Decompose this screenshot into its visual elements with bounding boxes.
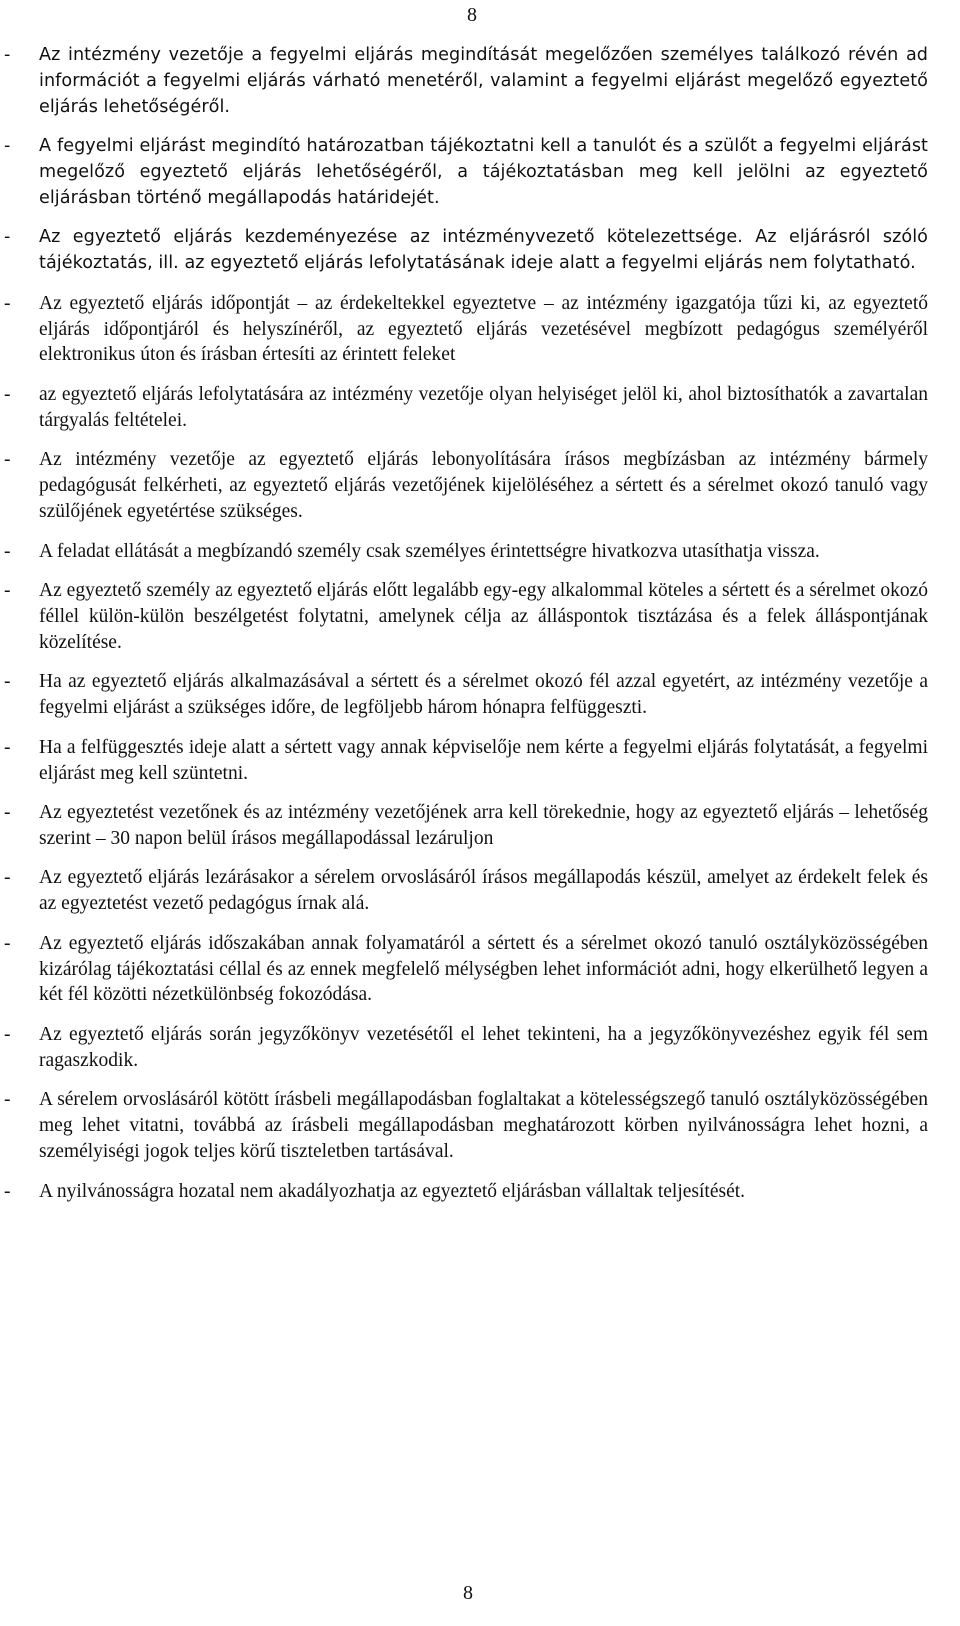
- list-item: [0, 447, 960, 524]
- dash-bullet: -: [4, 932, 11, 954]
- list-item-text: A fegyelmi eljárást megindító határozatban tájékoztatni kell a tanulót és a szülőt a fegyelmi eljárást megelőző egyeztető eljárás lehetőségéről, a tájékoztatásban meg kell jelölni az egyeztető eljárásban történő megállapodás határidejét.: [39, 136, 928, 208]
- dash-bullet: -: [4, 580, 11, 602]
- list-item: [0, 865, 960, 917]
- list-item: [0, 291, 960, 368]
- list-item: [0, 382, 960, 434]
- dash-bullet: -: [4, 540, 11, 562]
- list-item-text: Az egyeztető eljárás kezdeményezése az intézményvezető kötelezettsége. Az eljárásról szóló tájékoztatás, ill. az egyeztető eljárás lefolytatásának ideje alatt a fegyelmi eljárás nem folytatható.: [39, 227, 928, 274]
- list-item: [0, 669, 960, 721]
- list-item-text: Az egyeztető eljárás lezárásakor a sérelem orvoslásáról írásos megállapodás készül, amelyet az érdekelt felek és az egyeztetést vezető pedagógus írnak alá.: [39, 867, 928, 915]
- list-item-text: A nyilvánosságra hozatal nem akadályozhatja az egyeztető eljárásban vállaltak teljesítését.: [39, 1180, 746, 1202]
- dash-bullet: -: [4, 802, 11, 824]
- list-item: [0, 735, 960, 787]
- list-item-text: Az intézmény vezetője az egyeztető eljárás lebonyolítására írásos megbízásban az intézmény bármely pedagógusát felkérheti, az egyeztető eljárás vezetőjének kijelöléséhez a sértett és a sérelmet okozó tanuló vagy szülőjének egyetértése szükséges.: [39, 449, 928, 522]
- dash-bullet: -: [4, 1089, 11, 1111]
- page-number-top: 8: [467, 4, 477, 26]
- list-item-text: Az intézmény vezetője a fegyelmi eljárás megindítását megelőzően személyes találkozó révén ad információt a fegyelmi eljárás várható menetéről, valamint a fegyelmi eljárást megelőző egyeztető eljárás lehetőségéről.: [39, 45, 928, 117]
- list-item: [0, 1022, 960, 1074]
- list-item-text: Az egyeztető eljárás időszakában annak folyamatáról a sértett és a sérelmet okozó tanuló osztályközösségében kizárólag tájékoztatási céllal és az ennek megfelelő mélységben lehet információt adni, hogy elkerülhető legyen a két fél közötti nézetkülönbség fokozódása.: [39, 932, 928, 1006]
- list-item-text: Ha a felfüggesztés ideje alatt a sértett vagy annak képviselője nem kérte a fegyelmi eljárás folytatását, a fegyelmi eljárást meg kell szüntetni.: [39, 736, 928, 784]
- dash-bullet: -: [4, 1180, 11, 1202]
- list-item-text: Ha az egyeztető eljárás alkalmazásával a sértett és a sérelmet okozó fél azzal egyetért, az intézmény vezetője a fegyelmi eljárást a szükséges időre, de legföljebb három hónapra felfüggeszti.: [39, 671, 928, 719]
- list-item: [0, 1179, 960, 1205]
- dash-bullet: -: [4, 45, 11, 65]
- dash-bullet: -: [4, 1024, 11, 1046]
- dash-bullet: -: [4, 292, 11, 314]
- list-item-text: A feladat ellátását a megbízandó személy csak személyes érintettségre hivatkozva utasíthatja vissza.: [39, 540, 820, 562]
- dash-bullet: -: [4, 449, 11, 471]
- dash-bullet: -: [4, 227, 11, 248]
- list-item: [0, 800, 960, 852]
- page-number-bottom: 8: [463, 1582, 473, 1604]
- list-item-text: Az egyeztetést vezetőnek és az intézmény vezetőjének arra kell törekednie, hogy az egyeztető eljárás – lehetőség szerint – 30 napon belül írásos megállapodással lezáruljon: [39, 802, 928, 849]
- dash-bullet: -: [4, 136, 11, 157]
- list-item: [0, 578, 960, 655]
- list-item-text: Az egyeztető eljárás során jegyzőkönyv vezetésétől el lehet tekinteni, ha a jegyzőkönyvezéshez egyik fél sem ragaszkodik.: [39, 1024, 928, 1071]
- dash-bullet: -: [4, 383, 11, 405]
- list-item: [0, 225, 960, 277]
- list-item: [0, 134, 960, 211]
- dash-bullet: -: [4, 867, 11, 889]
- dash-bullet: -: [4, 736, 11, 758]
- list-item-text: A sérelem orvoslásáról kötött írásbeli megállapodásban foglaltakat a kötelességszegő tanuló osztályközösségében meg lehet vitatni, továbbá az írásbeli megállapodásban meghatározott körben nyilvánosságra lehet hozni, a személyiségi jogok teljes körű tiszteletben tartásával.: [39, 1089, 928, 1163]
- list-item-text: Az egyeztető eljárás időpontját – az érdekeltekkel egyeztetve – az intézmény igazgatója tűzi ki, az egyeztető eljárás időpontjáról és helyszínéről, az egyeztető eljárás vezetésével megbízott pedagógus személyéről elektronikus úton és írásban értesíti az érintett feleket: [39, 292, 928, 366]
- list-item-text: Az egyeztető személy az egyeztető eljárás előtt legalább egy-egy alkalommal köteles a sértett és a sérelmet okozó féllel külön-külön beszélgetést folytatni, amelynek célja az álláspontok tisztázása és a felek álláspontjának közelítése.: [39, 580, 928, 653]
- list-item: [0, 931, 960, 1008]
- bullet-list: [0, 43, 960, 1218]
- dash-bullet: -: [4, 671, 11, 693]
- list-item-text: az egyeztető eljárás lefolytatására az intézmény vezetője olyan helyiséget jelöl ki, ahol biztosíthatók a zavartalan tárgyalás feltételei.: [39, 383, 928, 431]
- list-item: [0, 539, 960, 565]
- list-item: [0, 43, 960, 120]
- list-item: [0, 1087, 960, 1164]
